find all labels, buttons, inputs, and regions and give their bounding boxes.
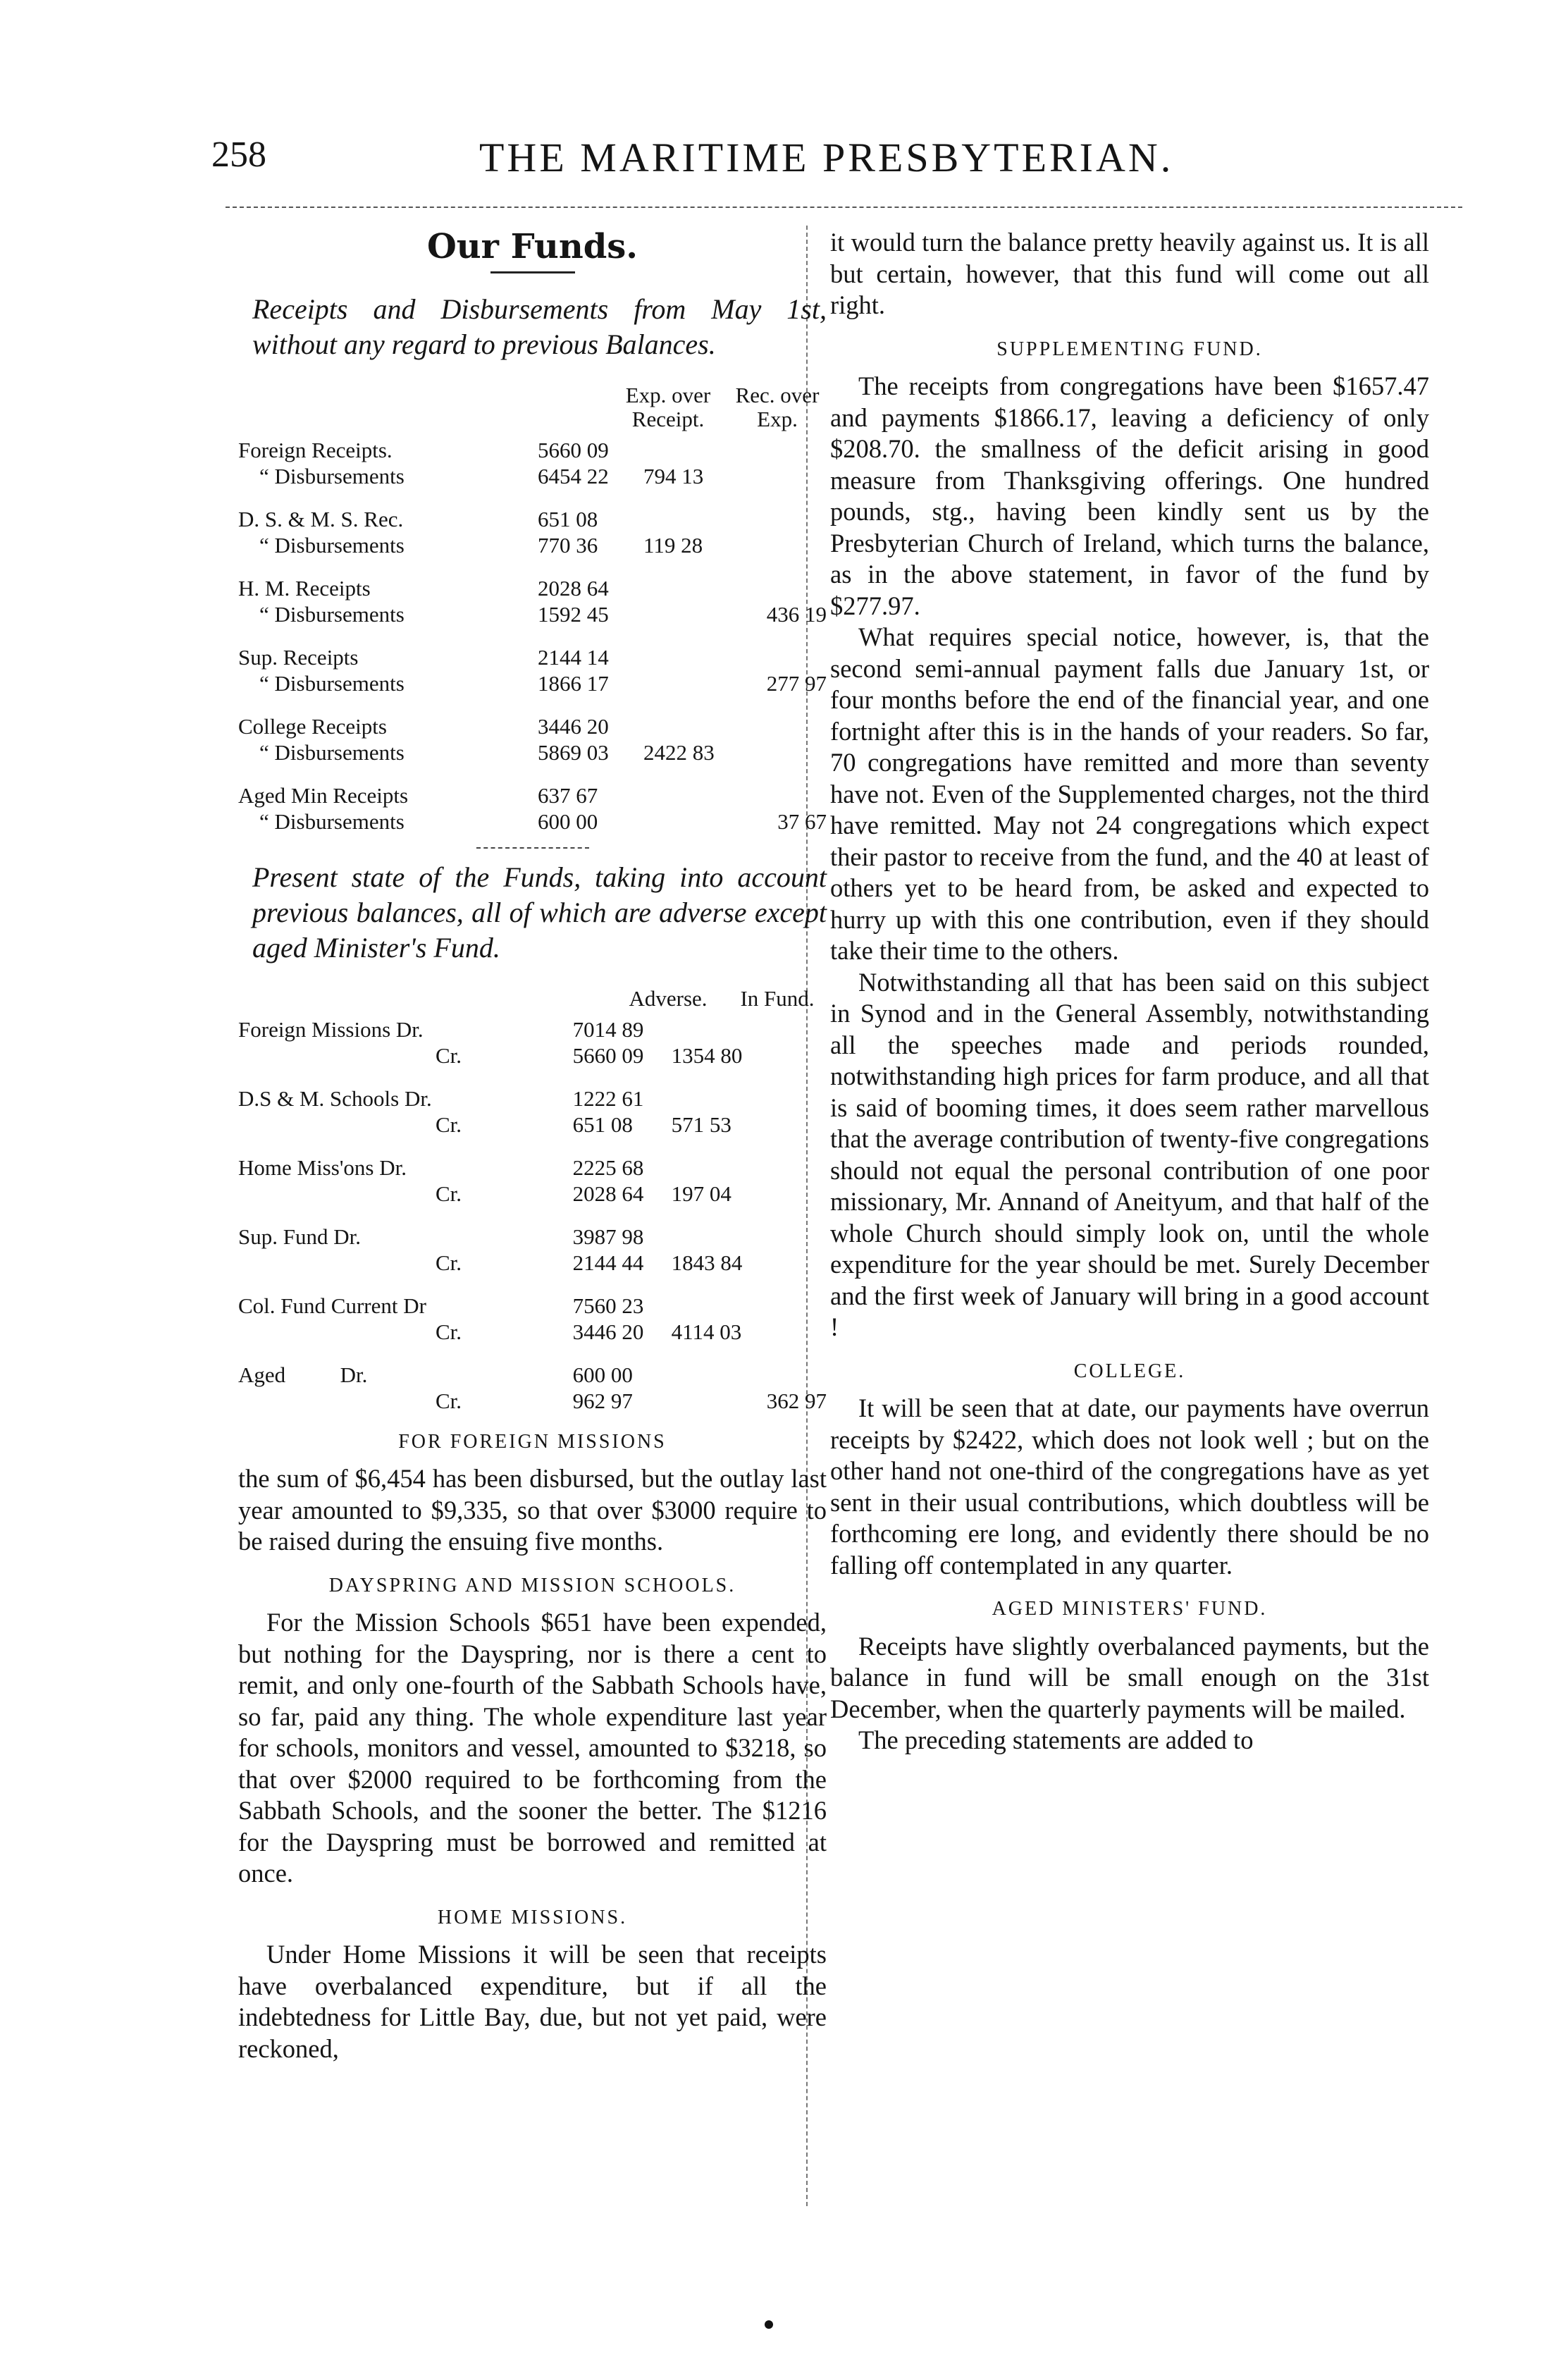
- table-row: D.S & M. Schools Dr. 1222 61: [238, 1085, 644, 1111]
- foreign-missions-text: the sum of $6,454 has been disbursed, but the outlay last year amounted to $9,335, so that over $3000 require to be raised during the ensuing five months.: [238, 1464, 827, 1556]
- aged-ministers-text: Receipts have slightly overbalanced payments, but the balance in fund will be small enough on the 31st December, when the quarterly payments will be mailed.: [830, 1631, 1429, 1723]
- present-state-intro: Present state of the Funds, taking into account previous balances, all of which are adverse except aged Minister's Fund.: [252, 861, 827, 964]
- journal-title: THE MARITIME PRESBYTERIAN.: [479, 135, 1174, 180]
- table-row: Cr. 2144 44 1843 84: [436, 1250, 743, 1275]
- table-row: “ Disbursements 5869 03 2422 83: [259, 739, 715, 765]
- table-row: D. S. & M. S. Rec. 651 08: [238, 506, 598, 531]
- table-row: Cr. 962 97 362 97: [436, 1388, 827, 1413]
- table-row: Cr. 651 08 571 53: [436, 1112, 731, 1137]
- fund-state-table: [238, 1016, 827, 1414]
- table-row: Aged Min Receipts 637 67: [238, 782, 598, 808]
- continued-text: it would turn the balance pretty heavily against us. It is all but certain, however, that this fund will come out all right.: [830, 228, 1429, 319]
- table-row: Foreign Receipts. 5660 09: [238, 437, 609, 462]
- running-head: [211, 134, 1469, 183]
- section-title: Our Funds.: [426, 227, 638, 266]
- table-row: “ Disbursements 770 36 119 28: [259, 532, 703, 558]
- header-rule: [226, 207, 1462, 208]
- home-missions-heading: HOME MISSIONS.: [437, 1906, 628, 1928]
- table-row: Home Miss'ons Dr. 2225 68: [238, 1155, 644, 1180]
- receipts-table: [238, 437, 827, 835]
- state-headers: [238, 987, 827, 1011]
- ledger-headers: [238, 383, 827, 431]
- table-row: College Receipts 3446 20: [238, 713, 609, 739]
- table-row: Col. Fund Current Dr 7560 23: [238, 1293, 644, 1318]
- title-rule: [490, 271, 575, 273]
- table-row: Foreign Missions Dr. 7014 89: [238, 1016, 644, 1042]
- receipts-intro: Receipts and Disbursements from May 1st, without any regard to previous Balances.: [252, 293, 827, 360]
- college-heading: COLLEGE.: [1073, 1360, 1186, 1382]
- table-row: “ Disbursements 1866 17 277 97: [259, 670, 827, 696]
- state-header-adverse: Adverse.: [629, 985, 708, 1011]
- table-row: “ Disbursements 600 00 37 67: [259, 808, 827, 834]
- table-row: H. M. Receipts 2028 64: [238, 575, 609, 601]
- table-row: Cr. 5660 09 1354 80: [436, 1042, 743, 1068]
- supplementing-heading: SUPPLEMENTING FUND.: [996, 338, 1263, 360]
- dayspring-text: For the Mission Schools $651 have been expended, but nothing for the Dayspring, nor is there a cent to remit, and only one-fourth of the Sabbath Schools have, so far, paid any thing. The whole expenditure last year for schools, monitors and vessel, amounted to $3218, so that over $2000 required to be forthcoming from the Sabbath Schools, and the sooner the better. The $1216 for the Dayspring must be borrowed and remitted at once.: [238, 1608, 827, 1888]
- table-row: “ Disbursements 6454 22 794 13: [259, 463, 704, 488]
- table-row: Cr. 2028 64 197 04: [436, 1181, 731, 1206]
- table-row: Sup. Fund Dr. 3987 98: [238, 1224, 644, 1249]
- right-column: [830, 227, 1429, 1756]
- divider-rule: [476, 847, 589, 849]
- table-row: Sup. Receipts 2144 14: [238, 644, 609, 670]
- dayspring-heading: DAYSPRING AND MISSION SCHOOLS.: [328, 1574, 736, 1596]
- supplementing-text-3: Notwithstanding all that has been said on this subject in Synod and in the General Assembly, notwithstanding all the speeches made and periods rounded, notwithstanding high prices for farm produce, and all that is said of booming times, it does seem rather marvellous that the average contribution of twenty-five congregations should not equal the personal contribution of one poor missionary, Mr. Annand of Aneityum, and that half of the whole Church should simply look on, until the whole expenditure for the year should be met. Surely December and the first week of January will bring in a good account !: [830, 967, 1429, 1341]
- ledger-header-exp: Exp. over Receipt.: [625, 382, 711, 431]
- home-missions-text: Under Home Missions it will be seen that receipts have overbalanced expenditure, but if all the indebtedness for Little Bay, due, but not yet paid, were reckoned,: [238, 1940, 827, 2063]
- table-row: “ Disbursements 1592 45 436 19: [259, 601, 827, 627]
- state-header-infund: In Fund.: [740, 985, 815, 1011]
- supplementing-text-1: The receipts from congregations have been $1657.47 and payments $1866.17, leaving a deficiency of only $208.70. the smallness of the deficit arising in good measure from Thanksgiving offerings. One hundred pounds, stg., having been kindly sent us by the Presbyterian Church of Ireland, which turns the balance, as in the above statement, in favor of the fund by $277.97.: [830, 371, 1429, 620]
- ledger-header-rec: Rec. over Exp.: [735, 382, 820, 431]
- supplementing-text-2: What requires special notice, however, is, that the second semi-annual payment falls due January 1st, or four months before the end of the financial year, and one fortnight after this is in the hands of your readers. So far, 70 congregations have remitted and more than seventy have not. Even of the Supplemented charges, not the third have remitted. May not 24 congregations which expect their pastor to receive from the fund, and the 40 at least of others yet to be heard from, be asked and expected to hurry up with this one contribution, even if they should take their time to the others.: [830, 622, 1429, 965]
- closing-line: The preceding statements are added to: [858, 1725, 1254, 1754]
- table-row: Aged Dr. 600 00: [238, 1362, 633, 1387]
- page-number: 258: [211, 135, 266, 175]
- left-column: [238, 227, 827, 2064]
- bullet-mark: [765, 2320, 773, 2329]
- college-text: It will be seen that at date, our payments have overrun receipts by $2422, which does not look well ; but on the other hand not one-third of the congregations have as yet sent in their usual contributions, which doubtless will be forthcoming ere long, and evidently there should be no falling off contemplated in any quarter.: [830, 1393, 1429, 1580]
- table-row: Cr. 3446 20 4114 03: [436, 1319, 742, 1344]
- foreign-missions-heading: FOR FOREIGN MISSIONS: [398, 1430, 667, 1453]
- aged-ministers-heading: AGED MINISTERS' FUND.: [992, 1598, 1268, 1620]
